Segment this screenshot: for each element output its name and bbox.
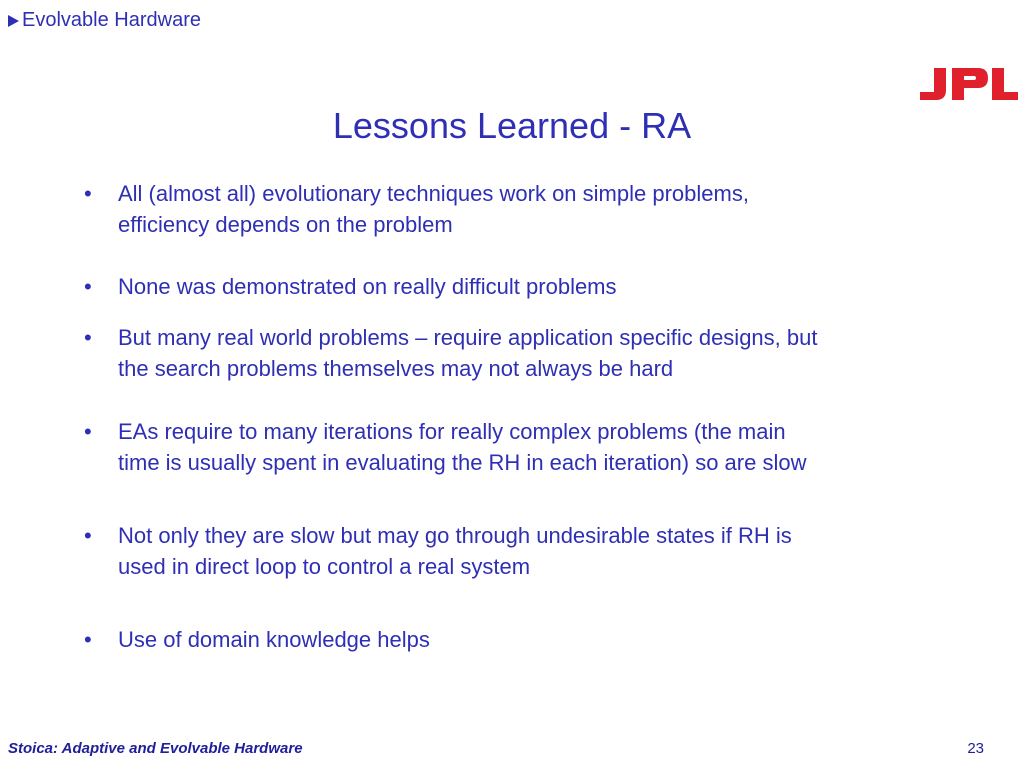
bullet-dot: •	[84, 274, 92, 299]
bullet-dot: •	[84, 419, 92, 444]
bullet-line: All (almost all) evolutionary techniques work on simple problems,	[118, 181, 749, 206]
bullet-dot: •	[84, 181, 92, 206]
bullet-dot: •	[84, 627, 92, 652]
bullet-item	[84, 271, 944, 302]
bullet-item	[84, 624, 944, 655]
bullet-dot: •	[84, 325, 92, 350]
bullet-item	[84, 322, 944, 384]
bullet-item	[84, 416, 944, 478]
jpl-logo	[916, 64, 1020, 104]
bullet-line: EAs require to many iterations for really complex problems (the main	[118, 419, 786, 444]
section-label	[8, 8, 201, 32]
page-number: 23	[967, 740, 984, 757]
arrow-bullet-icon	[8, 15, 19, 27]
bullet-line: the search problems themselves may not always be hard	[118, 356, 674, 381]
slide-title: Lessons Learned - RA	[332, 105, 692, 146]
section-label-text: Evolvable Hardware	[22, 9, 201, 31]
jpl-logo-p	[952, 68, 988, 100]
bullet-line: But many real world problems – require application specific designs, but	[118, 325, 818, 350]
bullet-item	[84, 178, 944, 240]
footer-author: Stoica: Adaptive and Evolvable Hardware	[8, 740, 303, 757]
jpl-logo-l	[992, 68, 1018, 100]
bullet-dot: •	[84, 523, 92, 548]
bullet-item	[84, 520, 944, 582]
bullet-line: Use of domain knowledge helps	[118, 627, 430, 652]
bullet-line: used in direct loop to control a real system	[118, 554, 531, 579]
bullet-line: efficiency depends on the problem	[118, 212, 453, 237]
bullet-line: time is usually spent in evaluating the RH in each iteration) so are slow	[118, 450, 807, 475]
jpl-logo-j	[920, 68, 946, 100]
bullet-line: Not only they are slow but may go through undesirable states if RH is	[118, 523, 792, 548]
bullet-line: None was demonstrated on really difficult problems	[118, 274, 617, 299]
